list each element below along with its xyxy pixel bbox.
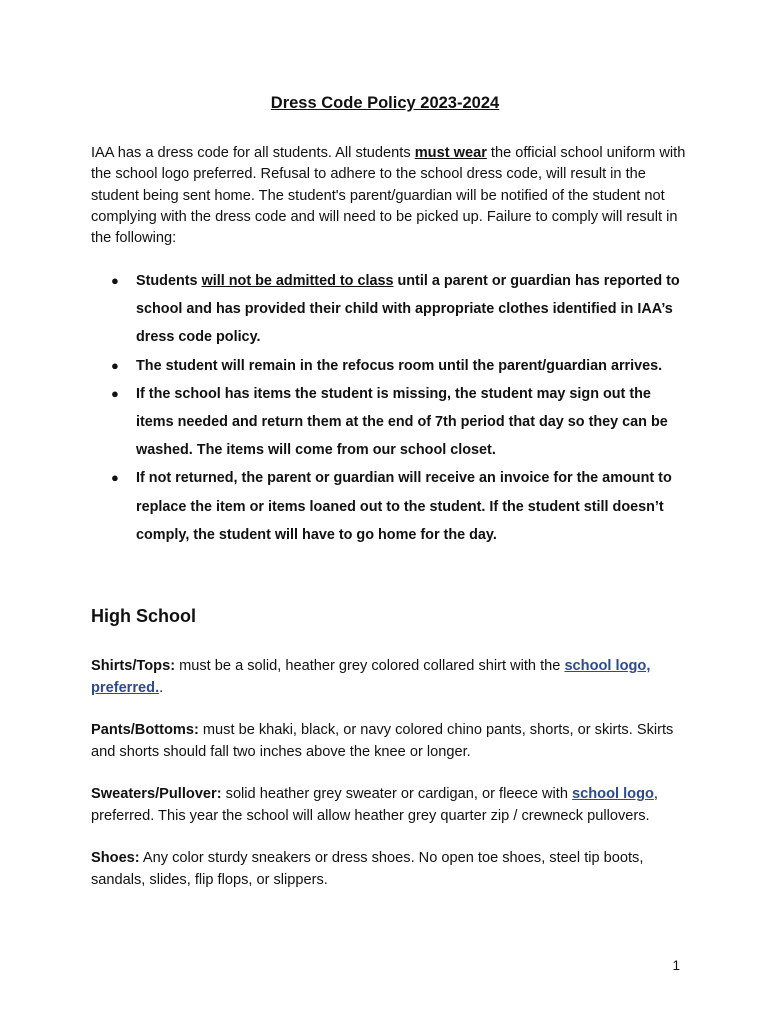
section-heading: High School — [91, 606, 196, 626]
bullet-2-text: The student will remain in the refocus room until the parent/guardian arrives. — [136, 357, 663, 374]
school-logo-link[interactable]: school logo, preferred. — [91, 658, 651, 696]
school-logo-link[interactable]: school logo — [572, 786, 654, 802]
shirts-after: . — [159, 679, 164, 696]
bullet-1-underline: will not be admitted to class — [201, 273, 394, 289]
list-item — [91, 267, 691, 352]
page-title: Dress Code Policy 2023-2024 — [270, 94, 500, 112]
intro-emphasis: must wear — [414, 145, 487, 161]
shoes-paragraph — [91, 848, 691, 891]
intro-text-2: the official school uniform with the school logo preferred. Refusal to adhere to the school dress code, will result in the student being sent home. The student's parent/guardian will be notified of the student not complying with the dress code and will need to be picked up. Failure to comply will result in the following: — [91, 145, 686, 247]
sweaters-paragraph — [91, 784, 691, 827]
list-item — [91, 464, 691, 549]
bullet-3-text: If the school has items the student is missing, the student may sign out the items needed and return them at the end of 7th period that day so they can be washed. The items will come from our school closet. — [136, 385, 668, 459]
list-item — [91, 352, 691, 380]
bullet-icon: ● — [111, 273, 119, 288]
sweaters-label: Sweaters/Pullover: — [91, 786, 222, 802]
bullet-icon: ● — [111, 470, 119, 486]
bullet-1-rest: until a parent or guardian has reported to school and has provided their child with appropriate clothes identified in IAA’s dress code policy. — [136, 273, 680, 346]
bullet-icon: ● — [111, 385, 119, 401]
intro-paragraph — [91, 143, 691, 249]
page-number: 1 — [672, 958, 680, 973]
sweaters-text: solid heather grey sweater or cardigan, or fleece with — [221, 786, 573, 802]
shirts-label: Shirts/Tops: — [91, 658, 176, 674]
bullet-4-text: If not returned, the parent or guardian will receive an invoice for the amount to replace the item or items loaned out to the student. If the student still doesn’t comply, the student will have to go home for the day. — [136, 470, 672, 543]
bullet-icon: ● — [111, 357, 119, 373]
pants-paragraph — [91, 720, 691, 763]
shirts-text: must be a solid, heather grey colored collared shirt with the — [175, 658, 565, 674]
pants-label: Pants/Bottoms: — [91, 722, 199, 738]
list-item — [91, 380, 691, 465]
shirts-paragraph — [91, 656, 691, 699]
intro-text-1: IAA has a dress code for all students. All students — [91, 145, 415, 161]
shoes-label: Shoes: — [91, 850, 140, 866]
bullet-1-lead: Students — [136, 273, 202, 289]
consequence-list — [91, 267, 691, 549]
sweaters-after: , preferred. This year the school will allow heather grey quarter zip / crewneck pullovers. — [91, 786, 658, 824]
shoes-text: Any color sturdy sneakers or dress shoes. No open toe shoes, steel tip boots, sandals, slides, flip flops, or slippers. — [91, 850, 644, 888]
pants-text: must be khaki, black, or navy colored chino pants, shorts, or skirts. Skirts and shorts should fall two inches above the knee or longer. — [91, 722, 674, 760]
